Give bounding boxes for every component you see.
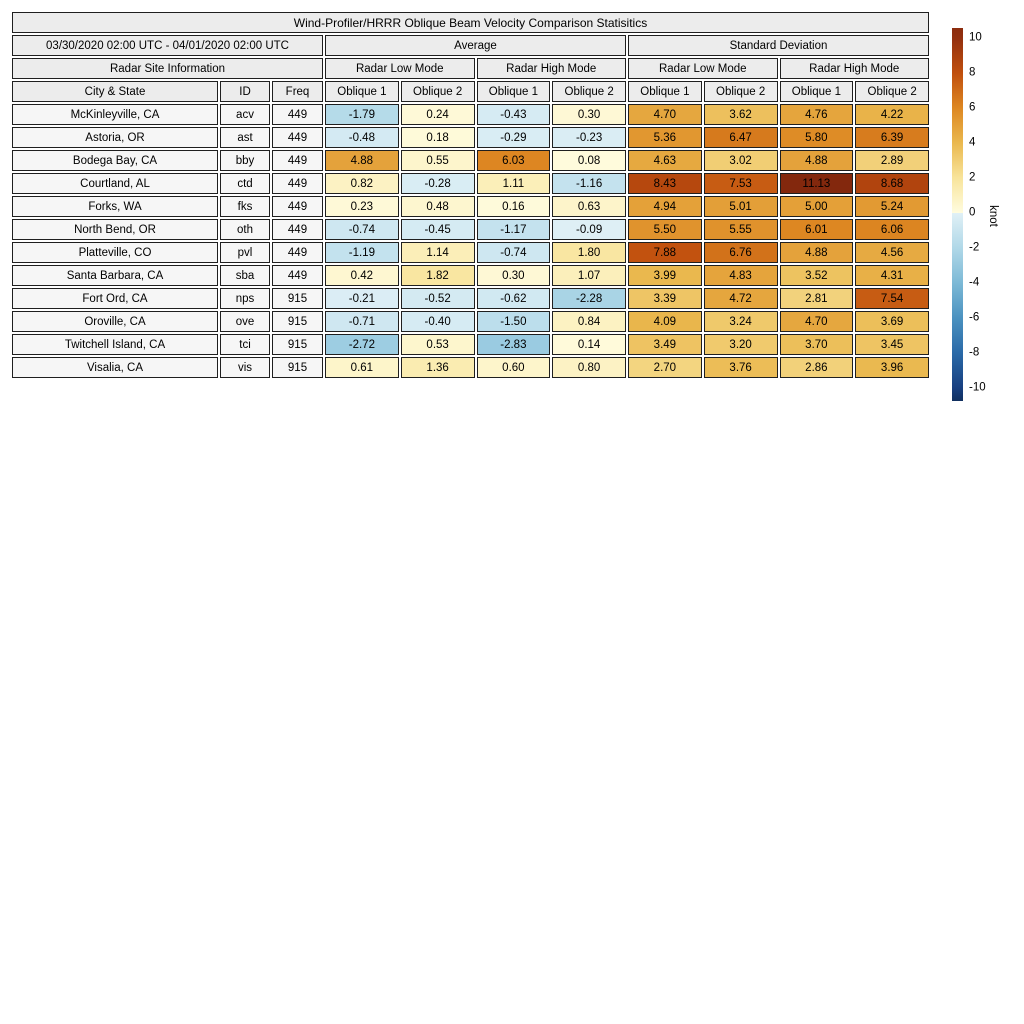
value-cell: 1.36 <box>401 357 475 378</box>
average-group-label: Average <box>325 35 626 56</box>
city-cell: Twitchell Island, CA <box>12 334 218 355</box>
value-cell: 0.63 <box>552 196 626 217</box>
value-cell: 0.61 <box>325 357 399 378</box>
value-cell: 0.53 <box>401 334 475 355</box>
freq-cell: 449 <box>272 219 323 240</box>
value-cell: 3.76 <box>704 357 778 378</box>
table-row <box>12 242 929 263</box>
value-cell: 0.82 <box>325 173 399 194</box>
value-cell: 3.24 <box>704 311 778 332</box>
value-cell: 0.80 <box>552 357 626 378</box>
value-cell: 0.60 <box>477 357 551 378</box>
std-deviation-group-label: Standard Deviation <box>628 35 929 56</box>
value-cell: 4.22 <box>855 104 929 125</box>
colorbar-tick-label: 0 <box>969 206 976 219</box>
oblique-header: Oblique 2 <box>401 81 475 102</box>
value-cell: 7.54 <box>855 288 929 309</box>
oblique-header: Oblique 2 <box>704 81 778 102</box>
table-row <box>12 150 929 171</box>
freq-cell: 449 <box>272 196 323 217</box>
oblique-header: Oblique 1 <box>628 81 702 102</box>
city-cell: Astoria, OR <box>12 127 218 148</box>
value-cell: 3.96 <box>855 357 929 378</box>
value-cell: 3.39 <box>628 288 702 309</box>
oblique-header: Oblique 1 <box>325 81 399 102</box>
value-cell: 5.01 <box>704 196 778 217</box>
value-cell: -0.43 <box>477 104 551 125</box>
value-cell: 5.50 <box>628 219 702 240</box>
colorbar-tick-label: -4 <box>969 276 980 289</box>
value-cell: 5.80 <box>780 127 854 148</box>
value-cell: 0.84 <box>552 311 626 332</box>
colorbar-tick-label: -6 <box>969 311 980 324</box>
value-cell: 1.80 <box>552 242 626 263</box>
value-cell: 3.45 <box>855 334 929 355</box>
value-cell: 7.53 <box>704 173 778 194</box>
value-cell: 5.55 <box>704 219 778 240</box>
colorbar-tick-label: 2 <box>969 171 976 184</box>
freq-cell: 915 <box>272 288 323 309</box>
value-cell: 0.14 <box>552 334 626 355</box>
city-cell: North Bend, OR <box>12 219 218 240</box>
colorbar-tick-label: -10 <box>969 381 986 394</box>
group-header-row <box>12 35 929 56</box>
colorbar-tick-label: 10 <box>969 31 982 44</box>
value-cell: 0.23 <box>325 196 399 217</box>
city-cell: Platteville, CO <box>12 242 218 263</box>
colorbar-tick-label: -2 <box>969 241 980 254</box>
value-cell: 1.07 <box>552 265 626 286</box>
value-cell: 4.76 <box>780 104 854 125</box>
table-row <box>12 265 929 286</box>
column-header-row <box>12 81 929 102</box>
value-cell: 0.30 <box>552 104 626 125</box>
value-cell: -0.62 <box>477 288 551 309</box>
oblique-header: Oblique 2 <box>552 81 626 102</box>
table-row <box>12 288 929 309</box>
value-cell: -0.23 <box>552 127 626 148</box>
value-cell: 5.24 <box>855 196 929 217</box>
id-cell: vis <box>220 357 270 378</box>
value-cell: 2.81 <box>780 288 854 309</box>
value-cell: 4.88 <box>780 150 854 171</box>
table-row <box>12 104 929 125</box>
id-cell: tci <box>220 334 270 355</box>
value-cell: 4.63 <box>628 150 702 171</box>
value-cell: 5.00 <box>780 196 854 217</box>
avg-low-mode-label: Radar Low Mode <box>325 58 475 79</box>
value-cell: -0.28 <box>401 173 475 194</box>
freq-cell: 915 <box>272 357 323 378</box>
value-cell: 4.88 <box>325 150 399 171</box>
value-cell: -1.17 <box>477 219 551 240</box>
table-row <box>12 334 929 355</box>
value-cell: 1.11 <box>477 173 551 194</box>
value-cell: 0.18 <box>401 127 475 148</box>
city-cell: Bodega Bay, CA <box>12 150 218 171</box>
value-cell: -1.79 <box>325 104 399 125</box>
table-row <box>12 357 929 378</box>
oblique-header: Oblique 2 <box>855 81 929 102</box>
title-row <box>12 12 929 33</box>
value-cell: 1.82 <box>401 265 475 286</box>
value-cell: 4.70 <box>780 311 854 332</box>
oblique-header: Oblique 1 <box>780 81 854 102</box>
oblique-header: Oblique 1 <box>477 81 551 102</box>
value-cell: -0.09 <box>552 219 626 240</box>
id-cell: nps <box>220 288 270 309</box>
value-cell: -0.52 <box>401 288 475 309</box>
colorbar-tick-label: 6 <box>969 101 976 114</box>
city-cell: Santa Barbara, CA <box>12 265 218 286</box>
value-cell: 6.76 <box>704 242 778 263</box>
value-cell: -2.83 <box>477 334 551 355</box>
freq-cell: 915 <box>272 334 323 355</box>
value-cell: 0.55 <box>401 150 475 171</box>
value-cell: 7.88 <box>628 242 702 263</box>
value-cell: -1.50 <box>477 311 551 332</box>
mode-header-row <box>12 58 929 79</box>
value-cell: 6.03 <box>477 150 551 171</box>
table-row <box>12 311 929 332</box>
freq-cell: 449 <box>272 242 323 263</box>
city-cell: Courtland, AL <box>12 173 218 194</box>
value-cell: 8.68 <box>855 173 929 194</box>
id-cell: sba <box>220 265 270 286</box>
std-low-mode-label: Radar Low Mode <box>628 58 778 79</box>
city-state-header: City & State <box>12 81 218 102</box>
value-cell: 0.42 <box>325 265 399 286</box>
avg-high-mode-label: Radar High Mode <box>477 58 627 79</box>
id-cell: ctd <box>220 173 270 194</box>
city-cell: Oroville, CA <box>12 311 218 332</box>
freq-cell: 449 <box>272 127 323 148</box>
colorbar-gradient <box>952 28 963 401</box>
value-cell: 4.88 <box>780 242 854 263</box>
colorbar-tick-label: -8 <box>969 346 980 359</box>
value-cell: 4.09 <box>628 311 702 332</box>
id-cell: bby <box>220 150 270 171</box>
date-range-label: 03/30/2020 02:00 UTC - 04/01/2020 02:00 UTC <box>12 35 323 56</box>
colorbar-tick-label: 4 <box>969 136 976 149</box>
id-cell: oth <box>220 219 270 240</box>
freq-cell: 449 <box>272 104 323 125</box>
freq-cell: 449 <box>272 265 323 286</box>
freq-cell: 915 <box>272 311 323 332</box>
value-cell: -1.16 <box>552 173 626 194</box>
value-cell: 3.69 <box>855 311 929 332</box>
value-cell: -2.72 <box>325 334 399 355</box>
value-cell: 4.56 <box>855 242 929 263</box>
value-cell: 6.39 <box>855 127 929 148</box>
table-row <box>12 173 929 194</box>
value-cell: 0.16 <box>477 196 551 217</box>
id-cell: ove <box>220 311 270 332</box>
value-cell: 3.02 <box>704 150 778 171</box>
city-cell: Visalia, CA <box>12 357 218 378</box>
value-cell: 6.47 <box>704 127 778 148</box>
id-cell: acv <box>220 104 270 125</box>
value-cell: 6.06 <box>855 219 929 240</box>
freq-header: Freq <box>272 81 323 102</box>
value-cell: 8.43 <box>628 173 702 194</box>
value-cell: 4.70 <box>628 104 702 125</box>
city-cell: McKinleyville, CA <box>12 104 218 125</box>
value-cell: -2.28 <box>552 288 626 309</box>
value-cell: 3.62 <box>704 104 778 125</box>
value-cell: 2.89 <box>855 150 929 171</box>
stats-table <box>10 10 931 380</box>
value-cell: 3.70 <box>780 334 854 355</box>
id-header: ID <box>220 81 270 102</box>
freq-cell: 449 <box>272 173 323 194</box>
value-cell: 1.14 <box>401 242 475 263</box>
value-cell: 6.01 <box>780 219 854 240</box>
freq-cell: 449 <box>272 150 323 171</box>
colorbar-tick-label: 8 <box>969 66 976 79</box>
value-cell: 2.70 <box>628 357 702 378</box>
value-cell: -0.21 <box>325 288 399 309</box>
value-cell: -1.19 <box>325 242 399 263</box>
colorbar-unit-label: knot <box>986 205 999 227</box>
value-cell: 4.31 <box>855 265 929 286</box>
value-cell: 11.13 <box>780 173 854 194</box>
value-cell: -0.45 <box>401 219 475 240</box>
table-row <box>12 196 929 217</box>
value-cell: -0.29 <box>477 127 551 148</box>
id-cell: pvl <box>220 242 270 263</box>
value-cell: 3.20 <box>704 334 778 355</box>
site-info-label: Radar Site Information <box>12 58 323 79</box>
table-row <box>12 219 929 240</box>
value-cell: -0.74 <box>477 242 551 263</box>
value-cell: 3.99 <box>628 265 702 286</box>
std-high-mode-label: Radar High Mode <box>780 58 930 79</box>
value-cell: 5.36 <box>628 127 702 148</box>
value-cell: 2.86 <box>780 357 854 378</box>
value-cell: 0.30 <box>477 265 551 286</box>
value-cell: -0.40 <box>401 311 475 332</box>
value-cell: 3.49 <box>628 334 702 355</box>
value-cell: -0.71 <box>325 311 399 332</box>
id-cell: fks <box>220 196 270 217</box>
value-cell: 3.52 <box>780 265 854 286</box>
value-cell: 4.83 <box>704 265 778 286</box>
value-cell: -0.48 <box>325 127 399 148</box>
table-title: Wind-Profiler/HRRR Oblique Beam Velocity Comparison Statisitics <box>12 12 929 33</box>
value-cell: 4.72 <box>704 288 778 309</box>
value-cell: 0.24 <box>401 104 475 125</box>
table-row <box>12 127 929 148</box>
city-cell: Fort Ord, CA <box>12 288 218 309</box>
value-cell: 4.94 <box>628 196 702 217</box>
value-cell: 0.08 <box>552 150 626 171</box>
value-cell: -0.74 <box>325 219 399 240</box>
id-cell: ast <box>220 127 270 148</box>
city-cell: Forks, WA <box>12 196 218 217</box>
value-cell: 0.48 <box>401 196 475 217</box>
